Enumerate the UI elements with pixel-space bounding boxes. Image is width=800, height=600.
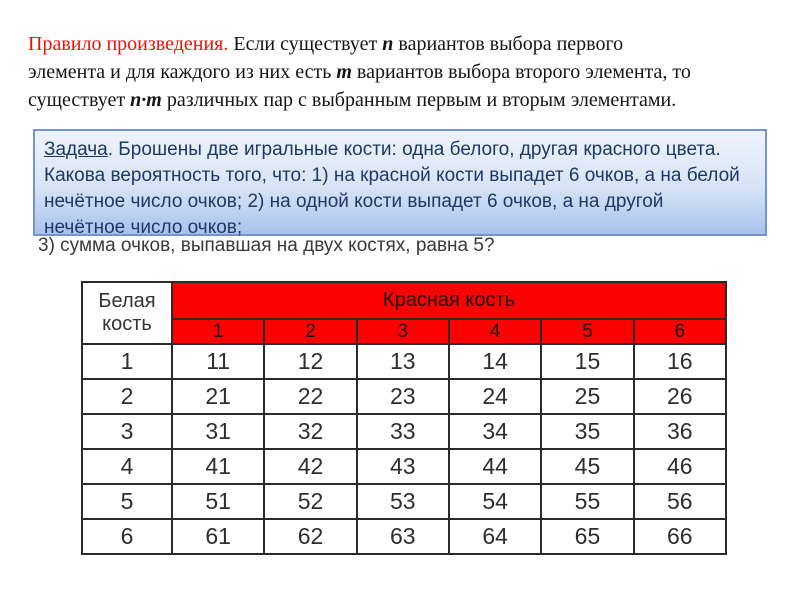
table-header-row-numbers [82, 319, 726, 344]
outcome-cell: 41 [172, 449, 264, 484]
red-die-header-cell: Красная кость [172, 282, 726, 319]
outcome-cell: 66 [634, 519, 726, 554]
red-die-column-header: 4 [449, 319, 541, 344]
outcome-cell: 44 [449, 449, 541, 484]
outcome-cell: 62 [264, 519, 356, 554]
outcome-cell: 36 [634, 414, 726, 449]
text-segment: n [382, 33, 394, 55]
outcome-cell: 34 [449, 414, 541, 449]
red-die-column-header: 1 [172, 319, 264, 344]
outcome-cell: 21 [172, 379, 264, 414]
outcome-cell: 24 [449, 379, 541, 414]
red-die-column-header: 6 [634, 319, 726, 344]
outcome-cell: 16 [634, 344, 726, 379]
outcome-cell: 25 [541, 379, 633, 414]
table-row [82, 484, 726, 519]
outcome-cell: 31 [172, 414, 264, 449]
white-die-row-label: 1 [82, 344, 172, 379]
white-die-row-label: 3 [82, 414, 172, 449]
outcome-cell: 52 [264, 484, 356, 519]
outcome-cell: 23 [357, 379, 449, 414]
table-row [82, 414, 726, 449]
red-die-column-header: 2 [264, 319, 356, 344]
outcome-cell: 33 [357, 414, 449, 449]
outcome-cell: 64 [449, 519, 541, 554]
outcome-cell: 46 [634, 449, 726, 484]
outcome-cell: 55 [541, 484, 633, 519]
text-line [28, 86, 783, 114]
dice-outcomes-table [81, 281, 727, 555]
outcome-cell: 11 [172, 344, 264, 379]
text-segment: Правило произведения. [28, 33, 229, 55]
text-segment: нечётное число очков; 2) на одной кости выпадет 6 очков, а на другой [44, 191, 664, 212]
white-die-row-label: 2 [82, 379, 172, 414]
text-segment: Если существует [228, 33, 383, 55]
text-segment: существует [28, 89, 131, 111]
product-rule-statement [28, 30, 783, 114]
table-header-row-top [82, 282, 726, 319]
outcome-cell: 13 [357, 344, 449, 379]
task-item-3: 3) сумма очков, выпавшая на двух костях, равна 5? [38, 235, 495, 256]
outcome-cell: 51 [172, 484, 264, 519]
text-line [28, 58, 783, 86]
red-die-column-header: 5 [541, 319, 633, 344]
white-die-row-label: 4 [82, 449, 172, 484]
text-line [44, 137, 756, 163]
outcome-cell: 14 [449, 344, 541, 379]
red-die-column-header: 3 [357, 319, 449, 344]
text-line [44, 163, 756, 189]
outcome-cell: 26 [634, 379, 726, 414]
text-segment: n·m [130, 89, 162, 111]
text-segment: вариантов выбора второго элемента, то [351, 61, 691, 83]
text-segment: нечётное число очков; [44, 217, 243, 238]
outcome-cell: 42 [264, 449, 356, 484]
text-segment: элемента и для каждого из них есть [28, 61, 337, 83]
text-segment: Задача [44, 139, 108, 160]
table-row [82, 449, 726, 484]
outcome-cell: 54 [449, 484, 541, 519]
task-box [33, 129, 767, 236]
text-line [44, 189, 756, 215]
outcome-cell: 35 [541, 414, 633, 449]
outcome-cell: 65 [541, 519, 633, 554]
table-row [82, 379, 726, 414]
white-die-row-label: 5 [82, 484, 172, 519]
white-die-header-cell: Белая кость [82, 282, 172, 344]
table-row [82, 344, 726, 379]
outcome-cell: 12 [264, 344, 356, 379]
text-segment: m [336, 61, 352, 83]
text-segment: Какова вероятность того, что: 1) на красной кости выпадет 6 очков, а на белой [44, 165, 740, 186]
outcome-cell: 61 [172, 519, 264, 554]
outcome-cell: 22 [264, 379, 356, 414]
white-die-row-label: 6 [82, 519, 172, 554]
outcome-cell: 45 [541, 449, 633, 484]
text-segment: вариантов выбора первого [393, 33, 624, 55]
outcome-cell: 63 [357, 519, 449, 554]
table-row [82, 519, 726, 554]
text-segment: различных пар с выбранным первым и вторым элементами. [161, 89, 677, 111]
text-line [28, 30, 783, 58]
outcome-cell: 53 [357, 484, 449, 519]
outcome-cell: 56 [634, 484, 726, 519]
outcome-cell: 15 [541, 344, 633, 379]
outcome-cell: 43 [357, 449, 449, 484]
text-segment: . Брошены две игральные кости: одна белого, другая красного цвета. [107, 139, 721, 160]
dice-table-body [82, 282, 726, 554]
outcome-cell: 32 [264, 414, 356, 449]
